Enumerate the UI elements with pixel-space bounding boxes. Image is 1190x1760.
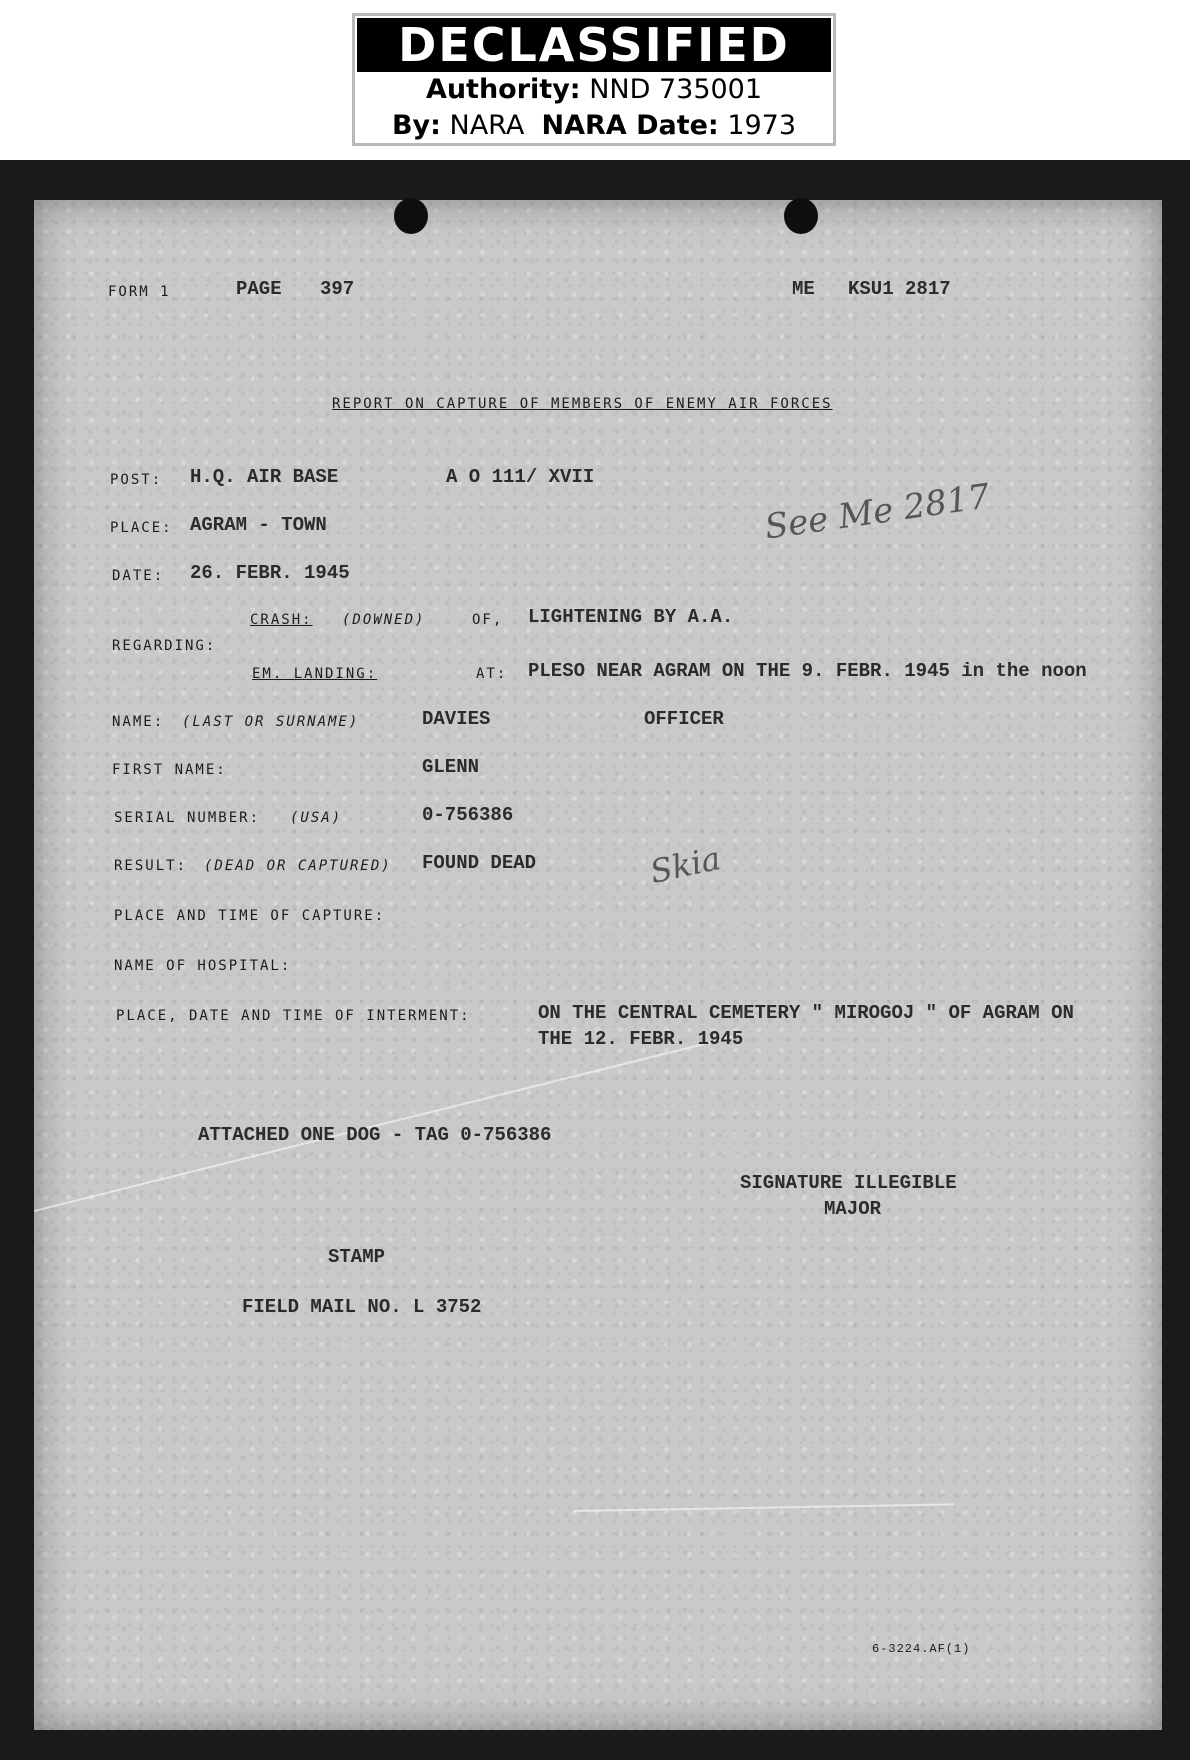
name-value: DAVIES <box>422 708 491 730</box>
interment-line1: ON THE CENTRAL CEMETERY " MIROGOJ " OF AGRAM ON <box>538 1002 1074 1024</box>
nara-date-label: NARA Date: <box>541 110 719 141</box>
declassified-banner <box>352 13 836 146</box>
signature-rank: MAJOR <box>824 1198 882 1220</box>
serial-hint: (USA) <box>290 810 343 826</box>
authority-line <box>355 72 833 108</box>
stamp-label: STAMP <box>328 1246 386 1268</box>
signature-line: SIGNATURE ILLEGIBLE <box>740 1172 957 1194</box>
result-hint: (DEAD OR CAPTURED) <box>204 858 392 874</box>
interment-label: PLACE, DATE AND TIME OF INTERMENT: <box>116 1008 471 1024</box>
punch-hole <box>784 198 818 234</box>
post-code: A O 111/ XVII <box>446 466 595 488</box>
downed-label: (DOWNED) <box>342 612 426 628</box>
interment-line2: THE 12. FEBR. 1945 <box>538 1028 744 1050</box>
at-label: AT: <box>476 666 508 682</box>
attachment-line: ATTACHED ONE DOG - TAG 0-756386 <box>198 1124 552 1146</box>
form-code: 6-3224.AF(1) <box>872 1642 971 1656</box>
date-label: DATE: <box>112 568 165 584</box>
first-name-value: GLENN <box>422 756 480 778</box>
em-landing-label: EM. LANDING: <box>252 666 378 682</box>
me-number: KSU1 2817 <box>848 278 951 300</box>
regarding-label: REGARDING: <box>112 638 217 654</box>
of-value: LIGHTENING BY A.A. <box>528 606 734 628</box>
paper-sheet <box>34 200 1162 1730</box>
authority-label: Authority: <box>425 74 581 105</box>
report-title: REPORT ON CAPTURE OF MEMBERS OF ENEMY AIR FORCES <box>332 396 833 412</box>
post-label: POST: <box>110 472 163 488</box>
page-number: 397 <box>320 278 355 300</box>
result-label: RESULT: <box>114 858 188 874</box>
date-value: 26. FEBR. 1945 <box>190 562 350 584</box>
handwritten-note: See Me 2817 <box>762 476 993 548</box>
place-label: PLACE: <box>110 520 173 536</box>
by-label: By: <box>391 110 441 141</box>
me-label: ME <box>792 278 815 300</box>
paper-crease <box>574 1503 954 1512</box>
handwritten-initials: Skia <box>646 839 724 891</box>
of-label: OF, <box>472 612 504 628</box>
first-name-label: FIRST NAME: <box>112 762 227 778</box>
serial-value: 0-756386 <box>422 804 514 826</box>
serial-label: SERIAL NUMBER: <box>114 810 261 826</box>
by-line <box>355 108 833 144</box>
scanned-document <box>0 160 1190 1760</box>
name-label: NAME: <box>112 714 165 730</box>
field-mail-number: FIELD MAIL NO. L 3752 <box>242 1296 482 1318</box>
page-label: PAGE <box>236 278 282 300</box>
result-value: FOUND DEAD <box>422 852 537 874</box>
by-value: NARA <box>449 110 525 141</box>
declassified-title: DECLASSIFIED <box>357 18 831 72</box>
post-value: H.Q. AIR BASE <box>190 466 339 488</box>
form-number: FORM 1 <box>108 284 171 300</box>
nara-date-value: 1973 <box>727 110 797 141</box>
rank-value: OFFICER <box>644 708 724 730</box>
hospital-label: NAME OF HOSPITAL: <box>114 958 292 974</box>
authority-value: NND 735001 <box>589 74 763 105</box>
at-value: PLESO NEAR AGRAM ON THE 9. FEBR. 1945 in the noon <box>528 660 1087 682</box>
crash-label: CRASH: <box>250 612 313 628</box>
capture-label: PLACE AND TIME OF CAPTURE: <box>114 908 386 924</box>
name-hint: (LAST OR SURNAME) <box>182 714 360 730</box>
punch-hole <box>394 198 428 234</box>
place-value: AGRAM - TOWN <box>190 514 327 536</box>
